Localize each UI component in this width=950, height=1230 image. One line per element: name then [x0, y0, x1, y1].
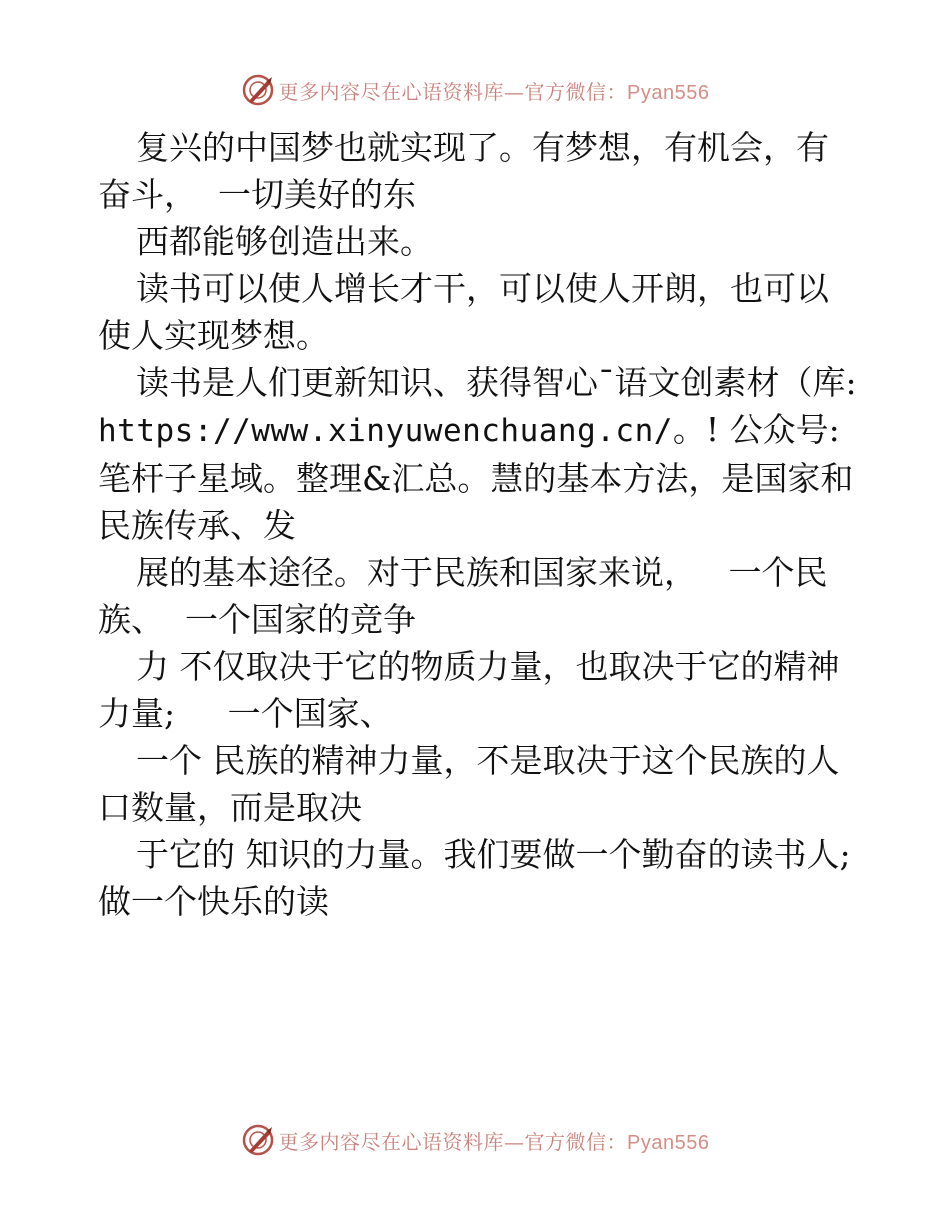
paragraph-4-tail: 。! 公众号: 笔杆子星域。整理&汇总。慧的基本方法，是国家和民族传承、发 [98, 410, 854, 545]
header-wechat-id: Pyan556 [627, 81, 710, 104]
paragraph-2: 西都能够创造出来。 [136, 222, 433, 261]
paragraph-5: 展的基本途径。对于民族和国家来说， 一个民族、 一个国家的竞争 [98, 553, 828, 639]
paragraph-1: 复兴的中国梦也就实现了。有梦想，有机会，有奋斗， 一切美好的东 [98, 128, 829, 214]
footer-site-text: 更多内容尽在心语资料库—官方微信： [278, 1129, 628, 1154]
paragraph-3: 读书可以使人增长才干，可以使人开朗，也可以使人实现梦想。 [98, 269, 829, 355]
quill-logo-icon [241, 1123, 275, 1157]
paragraph-8: 于它的 知识的力量。我们要做一个勤奋的读书人; 做一个快乐的读 [98, 835, 862, 921]
paragraph-4-url: https://www.xinyuwenchuang.cn/ [98, 413, 673, 449]
paragraph-7: 一个 民族的精神力量，不是取决于这个民族的人口数量，而是取决 [98, 741, 840, 827]
paragraph-6: 力 不仅取决于它的物质力量，也取决于它的精神力量; 一个国家、 [98, 647, 840, 733]
page-footer-banner [0, 1120, 950, 1160]
paragraph-4 [98, 359, 868, 549]
header-banner-text [279, 76, 710, 105]
footer-wechat-id: Pyan556 [627, 1131, 710, 1154]
paragraph-4-lead: 读书是人们更新知识、获得智心¯语文创素材（库: [136, 363, 868, 402]
document-body [98, 124, 868, 925]
header-site-text: 更多内容尽在心语资料库—官方微信： [278, 79, 628, 104]
quill-logo-icon [241, 73, 275, 107]
page-header-banner [0, 70, 950, 110]
footer-banner-text [279, 1126, 710, 1155]
